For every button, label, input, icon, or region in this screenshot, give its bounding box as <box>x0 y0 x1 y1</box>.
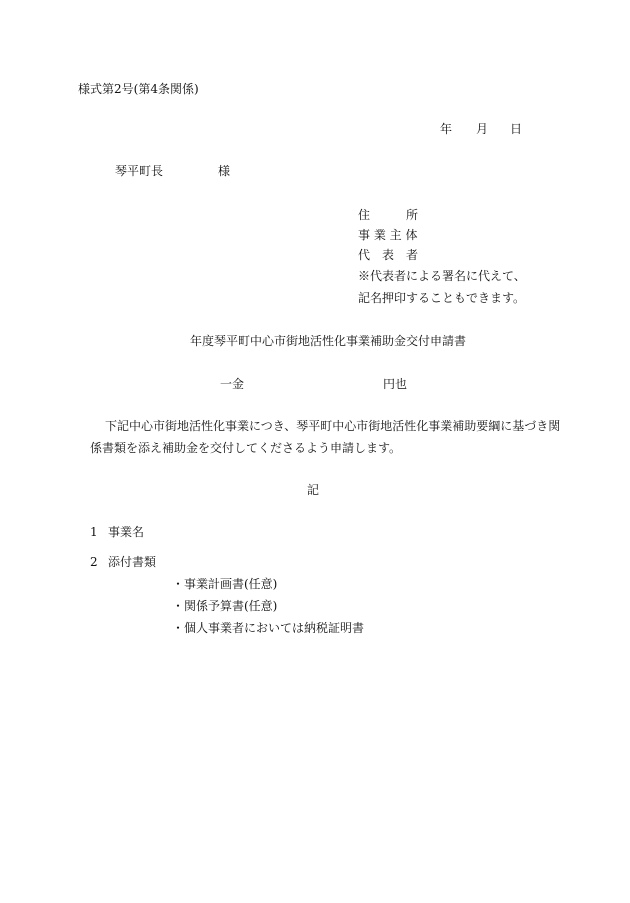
signature-note-line2: 記名押印することもできます。 <box>358 291 526 305</box>
body-line1: 下記中心市街地活性化事業につき、琴平町中心市街地活性化事業補助要綱に基づき関 <box>105 419 561 433</box>
addressee-honorific: 様 <box>218 164 231 178</box>
amount-prefix: 一金 <box>220 377 245 391</box>
date-day: 日 <box>510 122 523 136</box>
item2-label: 添付書類 <box>108 555 157 569</box>
amount-suffix: 円也 <box>383 377 408 391</box>
addressee-name: 琴平町長 <box>115 164 164 178</box>
attachment-item: ・個人事業者においては納税証明書 <box>172 621 365 635</box>
entity-label: 事 業 主 体 <box>358 228 418 242</box>
signature-note-line1: ※代表者による署名に代えて、 <box>358 269 526 283</box>
attachment-item: ・関係予算書(任意) <box>172 599 278 613</box>
document-title: 年度琴平町中心市街地活性化事業補助金交付申請書 <box>190 334 467 348</box>
address-label: 住 所 <box>358 208 419 222</box>
date-year: 年 <box>440 122 453 136</box>
body-line2: 係書類を添え補助金を交付してくださるよう申請します。 <box>90 441 402 455</box>
attachment-item: ・事業計画書(任意) <box>172 577 278 591</box>
item1-number: 1 <box>90 525 98 539</box>
item1-label: 事業名 <box>108 525 145 539</box>
representative-label: 代 表 者 <box>358 248 419 262</box>
date-month: 月 <box>476 122 489 136</box>
form-number: 様式第2号(第4条関係) <box>78 82 199 96</box>
ki-heading: 記 <box>307 483 320 497</box>
item2-number: 2 <box>90 555 98 569</box>
